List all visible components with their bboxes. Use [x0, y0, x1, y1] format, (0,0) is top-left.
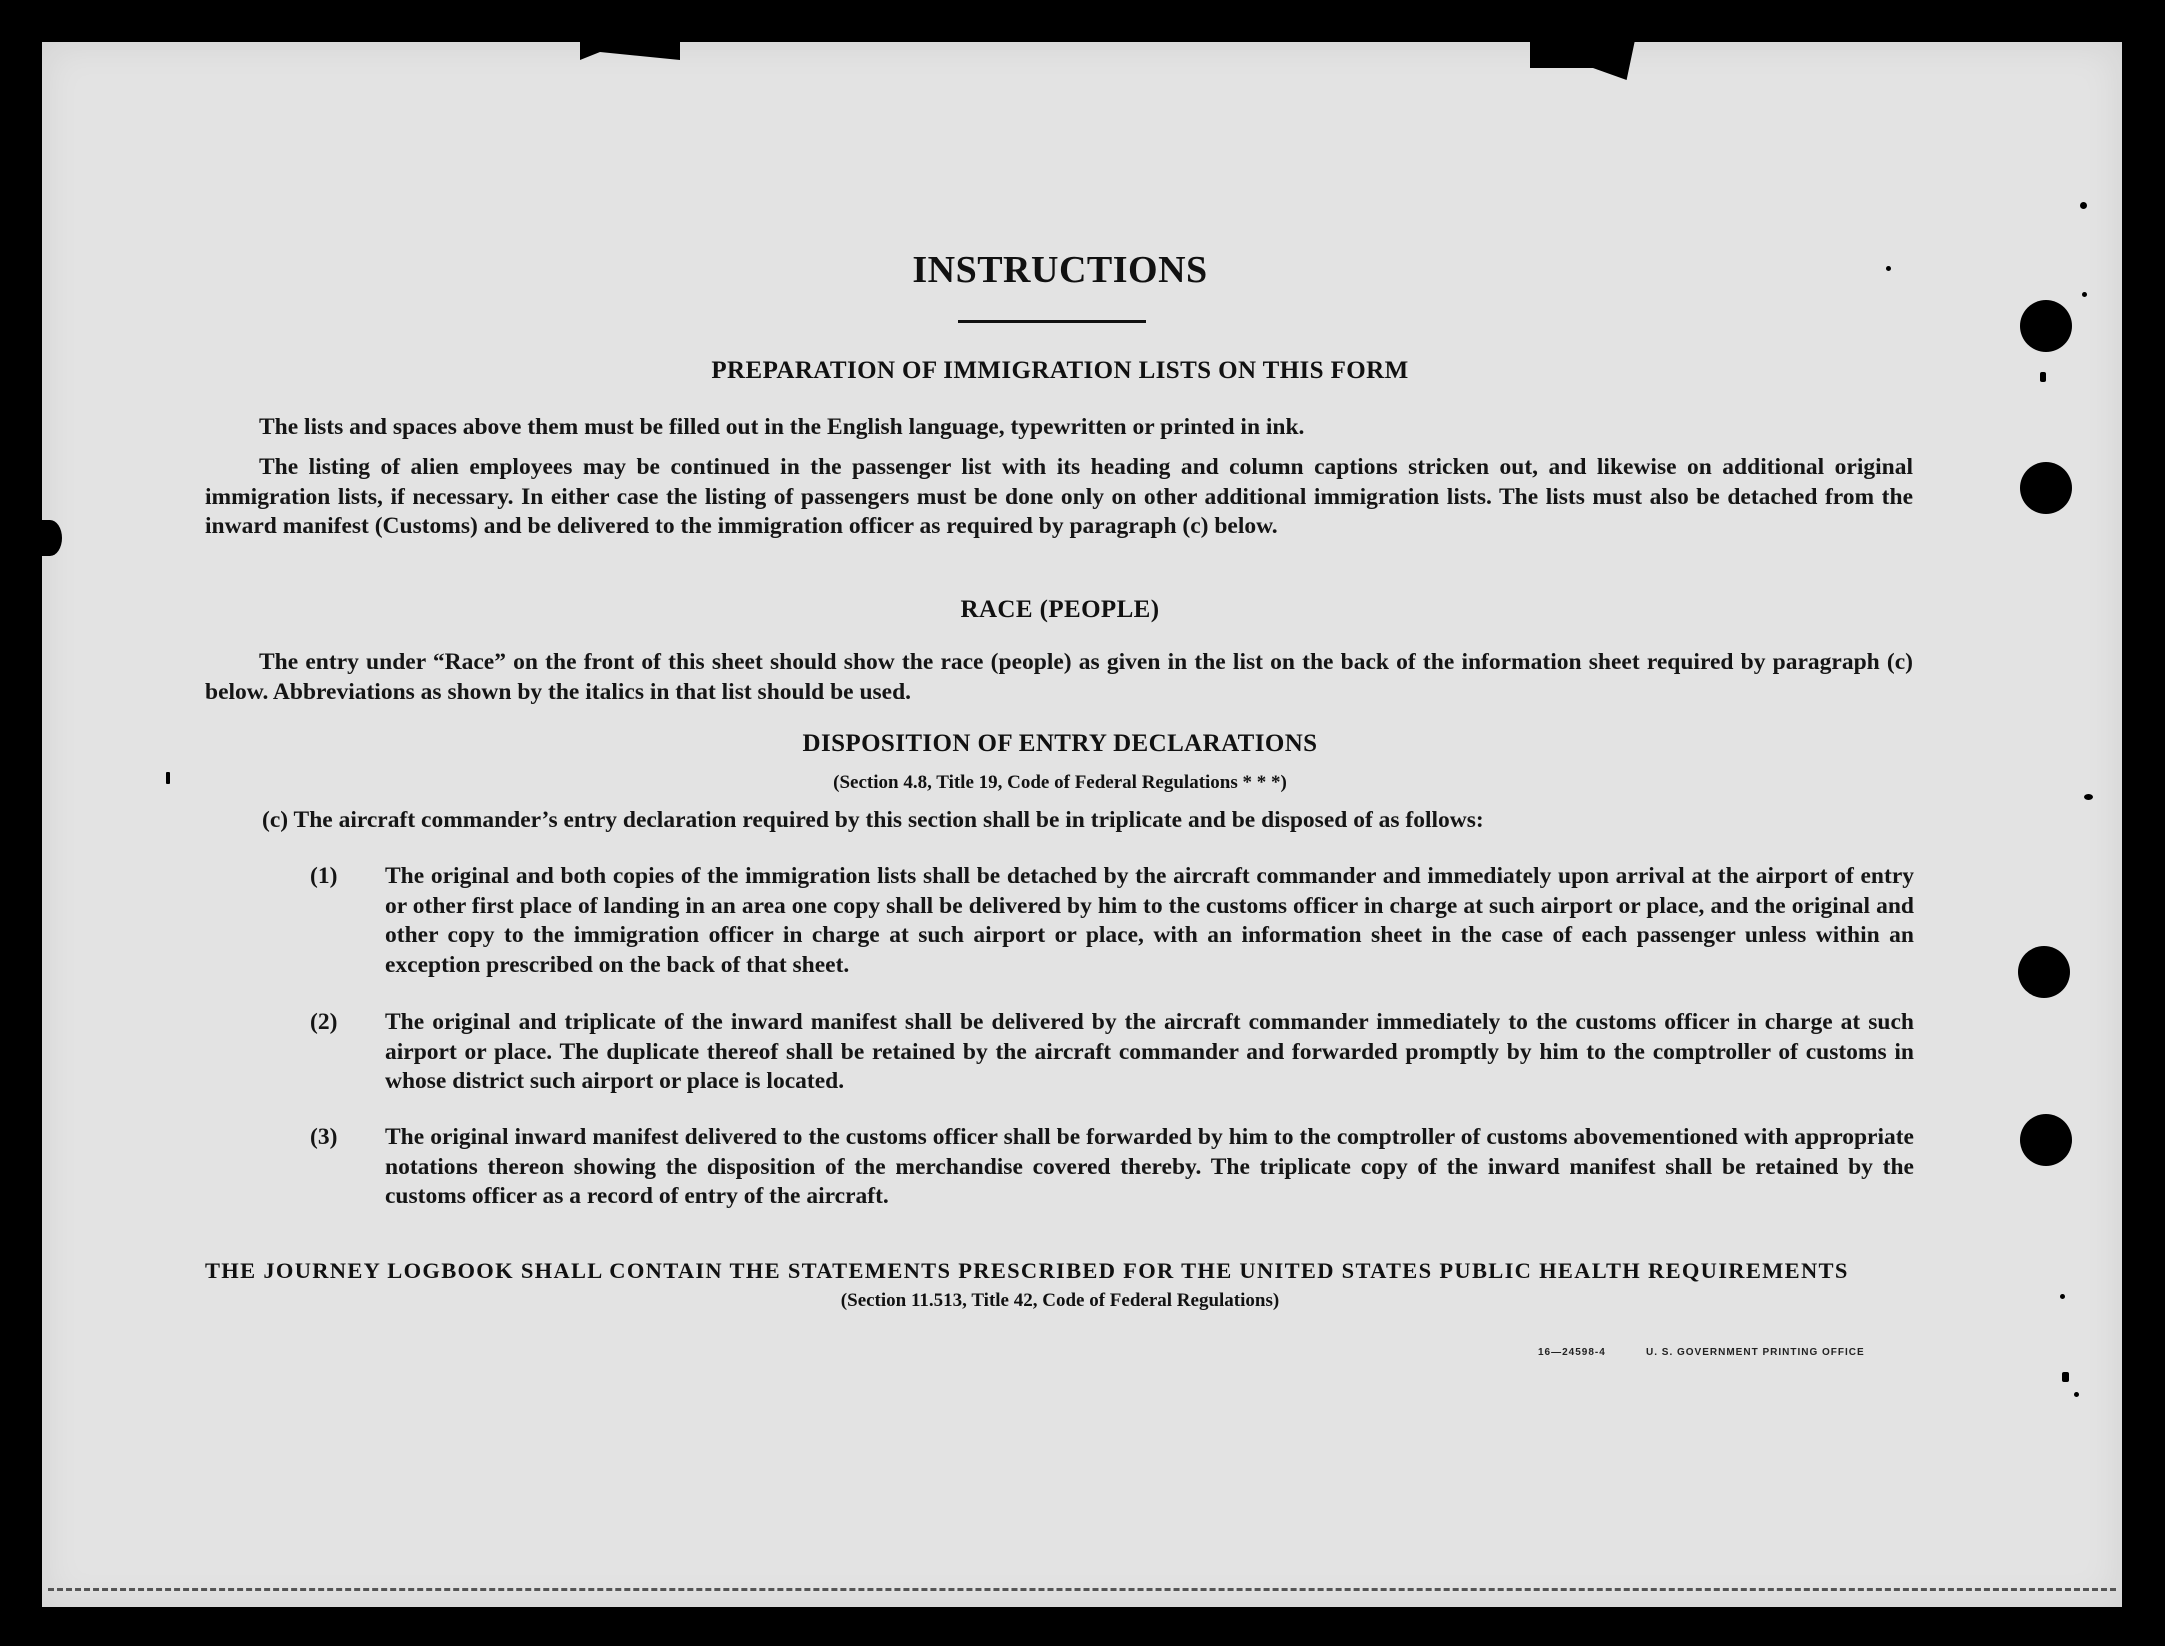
list-item	[310, 862, 1914, 980]
dust-speck	[2074, 1392, 2079, 1397]
preparation-paragraph-2: The listing of alien employees may be continued in the passenger list with its heading and column captions stricken out, and likewise on additional original immigration lists, if necessary. In either case the listing of passengers must be done only on other additional immigration lists. The lists must also be detached from the inward manifest (Customs) and be delivered to the immigration officer as required by paragraph (c) below.	[205, 454, 1913, 539]
race-paragraph: The entry under “Race” on the front of this sheet should show the race (people) as given in the list on the back of the information sheet required by paragraph (c) below. Abbreviations as shown by the italics in that list should be used.	[205, 649, 1913, 705]
item-number: (2)	[310, 1009, 338, 1035]
punch-hole	[2020, 1114, 2072, 1166]
dust-speck	[2082, 292, 2087, 297]
left-edge-tear	[38, 520, 62, 556]
page-title: INSTRUCTIONS	[912, 249, 1208, 291]
list-item	[310, 1123, 1914, 1212]
punch-hole	[2020, 300, 2072, 352]
item-number: (3)	[310, 1124, 338, 1150]
title-underline	[958, 320, 1146, 323]
intro-label: (c)	[262, 807, 289, 833]
dust-speck	[166, 772, 170, 784]
preparation-paragraph-1: The lists and spaces above them must be filled out in the English language, typewritten or printed in ink.	[259, 414, 1305, 440]
item-text: The original and triplicate of the inward manifest shall be delivered by the aircraft commander immediately to the customs officer in charge at such airport or place. The duplicate thereof shall be retained by the aircraft commander and forwarded promptly by him to the comptroller of customs in whose district such airport or place is located.	[385, 1009, 1914, 1094]
dust-speck	[2040, 372, 2046, 382]
health-requirements-statement: THE JOURNEY LOGBOOK SHALL CONTAIN THE STATEMENTS PRESCRIBED FOR THE UNITED STATES PUBLIC HEALTH REQUIREMENTS	[205, 1258, 1849, 1283]
item-number: (1)	[310, 863, 338, 889]
printing-office: U. S. GOVERNMENT PRINTING OFFICE	[1646, 1347, 1865, 1358]
perforation-line	[48, 1588, 2116, 1591]
disposition-citation: (Section 4.8, Title 19, Code of Federal Regulations * * *)	[833, 772, 1287, 793]
dust-speck	[2060, 1294, 2065, 1299]
dust-speck	[2080, 202, 2087, 209]
dust-speck	[2084, 794, 2093, 800]
health-requirements-citation: (Section 11.513, Title 42, Code of Federal Regulations)	[840, 1290, 1280, 1311]
item-text: The original and both copies of the immigration lists shall be detached by the aircraft commander and immediately upon arrival at the airport of entry or other first place of landing in an area one copy shall be delivered by him to the customs officer in charge at such airport or place, and the original and other copy to the immigration officer in charge at such airport or place, with an information sheet in the case of each passenger unless within an exception prescribed on the back of that sheet.	[385, 863, 1914, 978]
race-heading: RACE (PEOPLE)	[960, 596, 1160, 623]
disposition-heading: DISPOSITION OF ENTRY DECLARATIONS	[802, 730, 1318, 757]
preparation-heading: PREPARATION OF IMMIGRATION LISTS ON THIS FORM	[711, 357, 1409, 384]
disposition-intro	[262, 806, 1912, 836]
punch-hole	[2020, 462, 2072, 514]
item-text: The original inward manifest delivered to the customs officer shall be forwarded by him to the comptroller of customs abovementioned with appropriate notations thereon showing the disposition of the merchandise covered thereby. The triplicate copy of the inward manifest shall be retained by the customs officer as a record of entry of the aircraft.	[385, 1124, 1914, 1209]
punch-hole	[2018, 946, 2070, 998]
print-code: 16—24598-4	[1538, 1347, 1606, 1358]
list-item	[310, 1008, 1914, 1097]
dust-speck	[2062, 1372, 2069, 1382]
intro-text: The aircraft commander’s entry declaration required by this section shall be in triplicate and be disposed of as follows:	[293, 807, 1484, 833]
